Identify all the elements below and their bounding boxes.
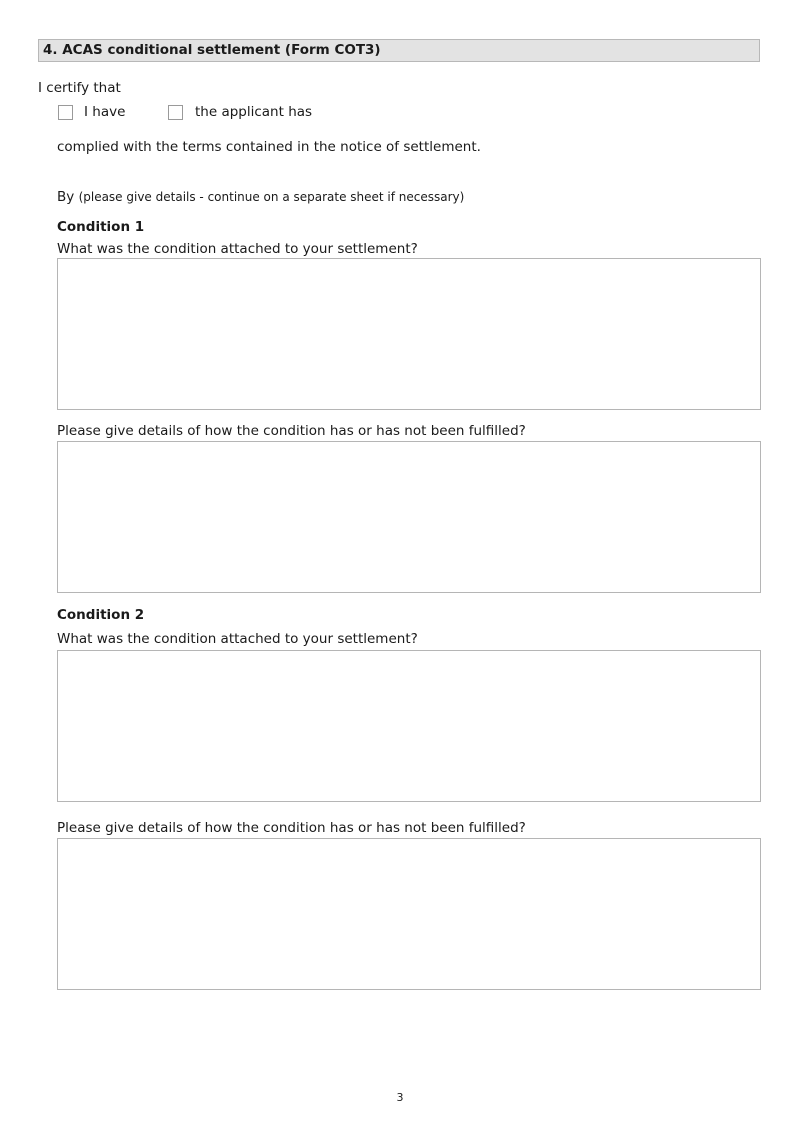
condition-2-heading: Condition 2 bbox=[57, 607, 145, 623]
condition-2-fulfilled-field[interactable] bbox=[57, 838, 761, 990]
certify-intro: I certify that bbox=[38, 80, 121, 96]
condition-2-fulfilled-question: Please give details of how the condition has or has not been fulfilled? bbox=[57, 820, 526, 836]
applicant-has-label: the applicant has bbox=[195, 104, 313, 120]
page-number: 3 bbox=[396, 1091, 404, 1104]
by-label: By bbox=[57, 189, 75, 205]
i-have-label: I have bbox=[84, 104, 126, 120]
condition-2-attached-field[interactable] bbox=[57, 650, 761, 802]
condition-1-fulfilled-field[interactable] bbox=[57, 441, 761, 593]
condition-1-attached-question: What was the condition attached to your settlement? bbox=[57, 241, 418, 257]
i-have-checkbox[interactable] bbox=[58, 105, 73, 120]
section-header: 4. ACAS conditional settlement (Form COT3) bbox=[38, 39, 760, 62]
applicant-has-checkbox[interactable] bbox=[168, 105, 183, 120]
compliance-statement: complied with the terms contained in the notice of settlement. bbox=[57, 139, 481, 155]
by-note: (please give details - continue on a separate sheet if necessary) bbox=[78, 190, 465, 204]
condition-1-heading: Condition 1 bbox=[57, 219, 145, 235]
condition-1-fulfilled-question: Please give details of how the condition has or has not been fulfilled? bbox=[57, 423, 526, 439]
by-instruction bbox=[57, 189, 464, 205]
condition-1-attached-field[interactable] bbox=[57, 258, 761, 410]
condition-2-attached-question: What was the condition attached to your settlement? bbox=[57, 631, 418, 647]
